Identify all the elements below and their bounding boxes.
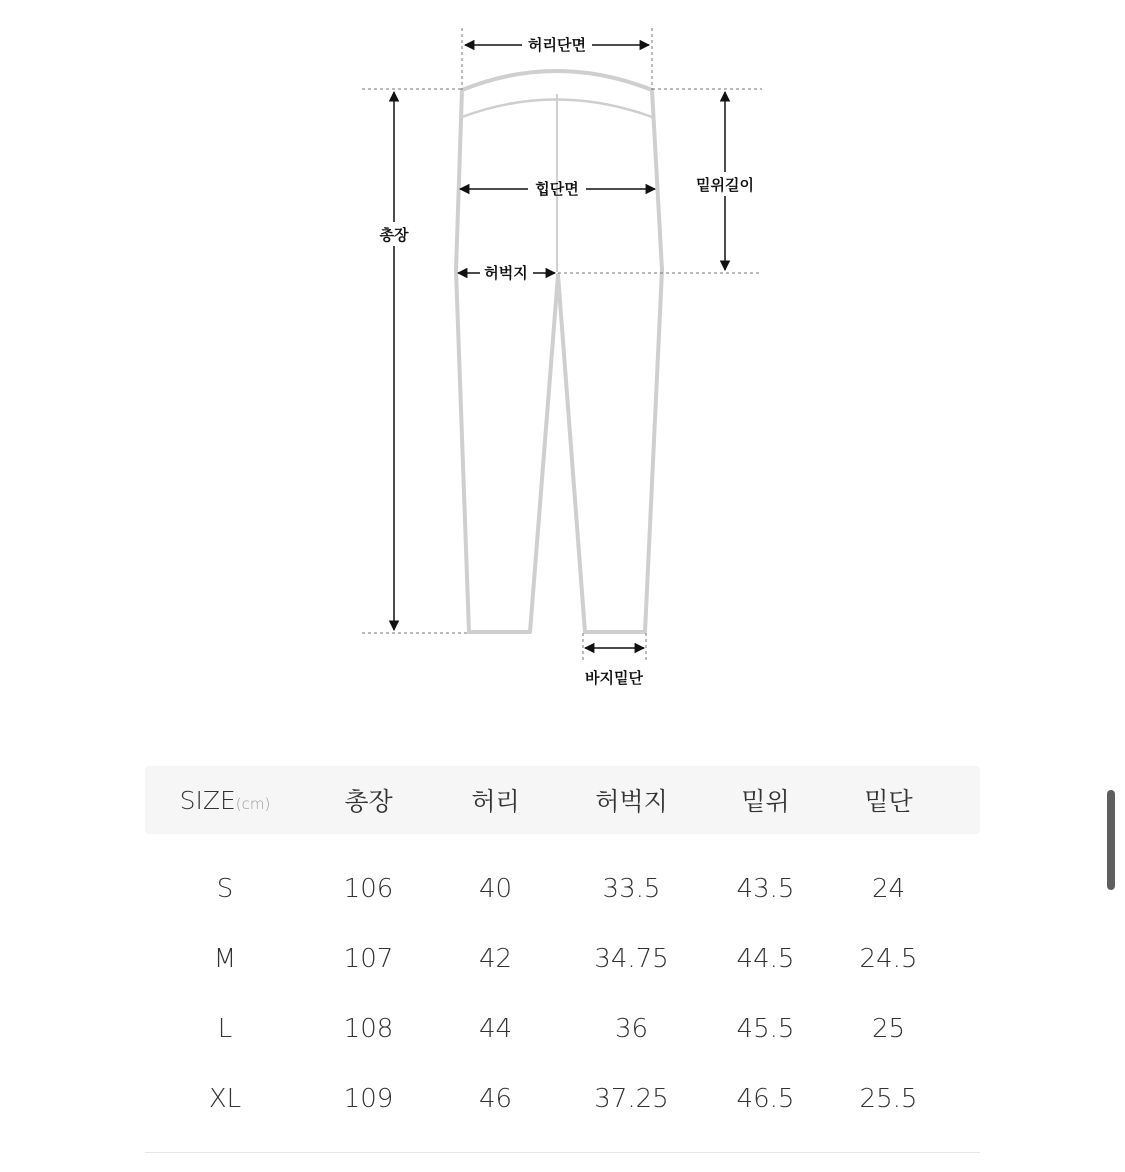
table-row [145, 994, 980, 1064]
value-cell: 109 [343, 1084, 394, 1114]
thigh-label: 허벅지 [484, 264, 528, 282]
header-hem: 밑단 [864, 787, 913, 816]
value-cell: 24.5 [859, 944, 918, 974]
value-cell: 36 [614, 1014, 649, 1044]
table-row [145, 924, 980, 994]
scrollbar-thumb[interactable] [1107, 790, 1115, 890]
value-cell: 107 [343, 944, 394, 974]
hip-label: 힙단면 [535, 180, 579, 198]
hem-label: 바지밑단 [585, 669, 643, 687]
size-cell: S [216, 874, 234, 904]
size-cell: XL [208, 1084, 242, 1114]
size-cell: M [213, 944, 237, 974]
value-cell: 46 [478, 1084, 513, 1114]
value-cell: 40 [478, 874, 513, 904]
size-table [145, 766, 980, 1134]
value-cell: 34.75 [594, 944, 669, 974]
total-length-label: 총장 [379, 226, 409, 244]
header-thigh: 허벅지 [595, 787, 668, 816]
table-bottom-divider [145, 1152, 980, 1153]
thigh-measure [458, 264, 555, 282]
hem-measure [585, 648, 644, 687]
value-cell: 24 [871, 874, 906, 904]
header-size-text: SIZE [179, 785, 236, 815]
value-cell: 33.5 [602, 874, 661, 904]
value-cell: 108 [343, 1014, 394, 1044]
hip-measure [460, 180, 655, 198]
value-cell: 42 [478, 944, 513, 974]
pants-outline [456, 71, 662, 632]
rise-measure [696, 92, 754, 270]
waist-label: 허리단면 [528, 36, 586, 54]
rise-label: 밑위길이 [696, 176, 754, 194]
value-cell: 46.5 [736, 1084, 795, 1114]
header-size [145, 786, 305, 815]
value-cell: 44 [478, 1014, 513, 1044]
value-cell: 44.5 [736, 944, 795, 974]
value-cell: 37.25 [594, 1084, 669, 1114]
table-header [145, 766, 980, 834]
table-row [145, 1064, 980, 1134]
size-cell: L [217, 1014, 233, 1044]
value-cell: 25 [871, 1014, 906, 1044]
waist-measure [465, 36, 649, 54]
value-cell: 45.5 [736, 1014, 795, 1044]
value-cell: 106 [343, 874, 394, 904]
header-unit: (cm) [235, 794, 271, 813]
header-rise: 밑위 [741, 787, 790, 816]
header-waist: 허리 [471, 787, 520, 816]
value-cell: 25.5 [859, 1084, 918, 1114]
value-cell: 43.5 [736, 874, 795, 904]
header-total-length: 총장 [344, 787, 393, 816]
table-row [145, 854, 980, 924]
total-length-measure [379, 92, 409, 630]
